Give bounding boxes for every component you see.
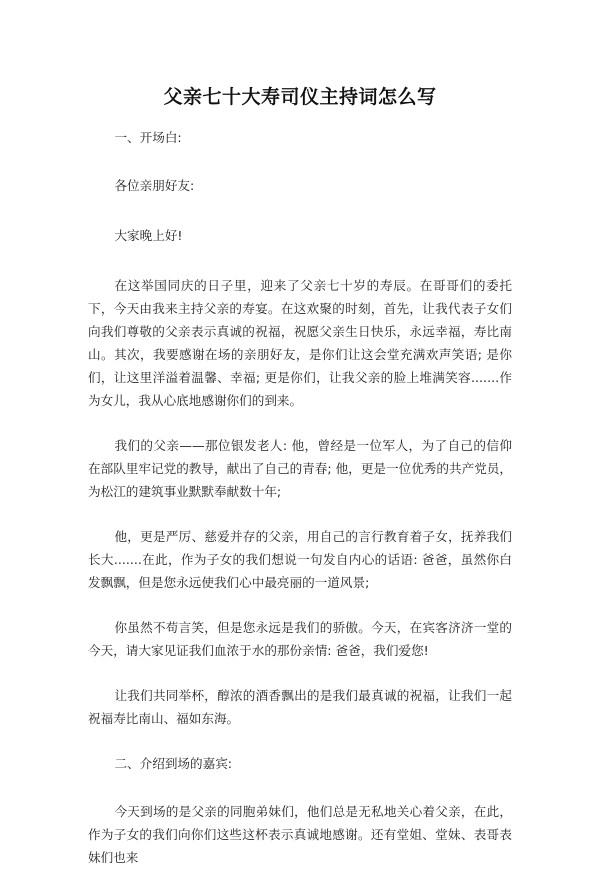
document-title: 父亲七十大寿司仪主持词怎么写 — [163, 86, 437, 108]
good-evening-line: 大家晚上好! — [114, 228, 183, 243]
document-body — [88, 126, 512, 869]
greeting-line: 各位亲朋好友: — [114, 178, 195, 193]
section-heading-guests: 二、介绍到场的嘉宾: — [114, 756, 233, 771]
body-paragraph: 在这举国同庆的日子里，迎来了父亲七十岁的寿辰。在哥哥们的委托下，今天由我来主持父亲的寿宴。在这欢聚的时刻，首先，让我代表子女们向我们尊敬的父亲表示真诚的祝福，祝愿父亲生日快乐，永远幸福，寿比南山。其次，我要感谢在场的亲朋好友，是你们让这会堂充满欢声笑语; 是你们，让这里洋溢着温馨、幸福; 更是你们，让我父亲的脸上堆满笑容.......作为女儿，我从心底地感谢你们的到来。 — [88, 278, 512, 408]
section-heading-opening: 一、开场白: — [114, 130, 182, 145]
body-paragraph: 今天到场的是父亲的同胞弟妹们，他们总是无私地关心着父亲，在此，作为子女的我们向你们这些这杯表示真诚地感谢。还有堂姐、堂妹、表哥表妹们也来 — [88, 804, 512, 865]
body-paragraph: 我们的父亲——那位银发老人: 他，曾经是一位军人，为了自己的信仰在部队里牢记党的教导，献出了自己的青春; 他，更是一位优秀的共产党员，为松江的建筑事业默默奉献数十年; — [88, 438, 512, 499]
body-paragraph: 让我们共同举杯，醇浓的酒香飘出的是我们最真诚的祝福，让我们一起祝福寿比南山、福如东海。 — [88, 688, 512, 726]
body-paragraph: 他，更是严厉、慈爱并存的父亲，用自己的言行教育着子女，抚养我们长大.......在此，作为子女的我们想说一句发自内心的话语: 爸爸，虽然你白发飘飘，但是您永远使我们心中最亮丽的一道风景; — [88, 529, 512, 590]
body-paragraph: 你虽然不苟言笑，但是您永远是我们的骄傲。今天，在宾客济济一堂的今天，请大家见证我们血浓于水的那份亲情: 爸爸，我们爱您! — [88, 620, 512, 658]
